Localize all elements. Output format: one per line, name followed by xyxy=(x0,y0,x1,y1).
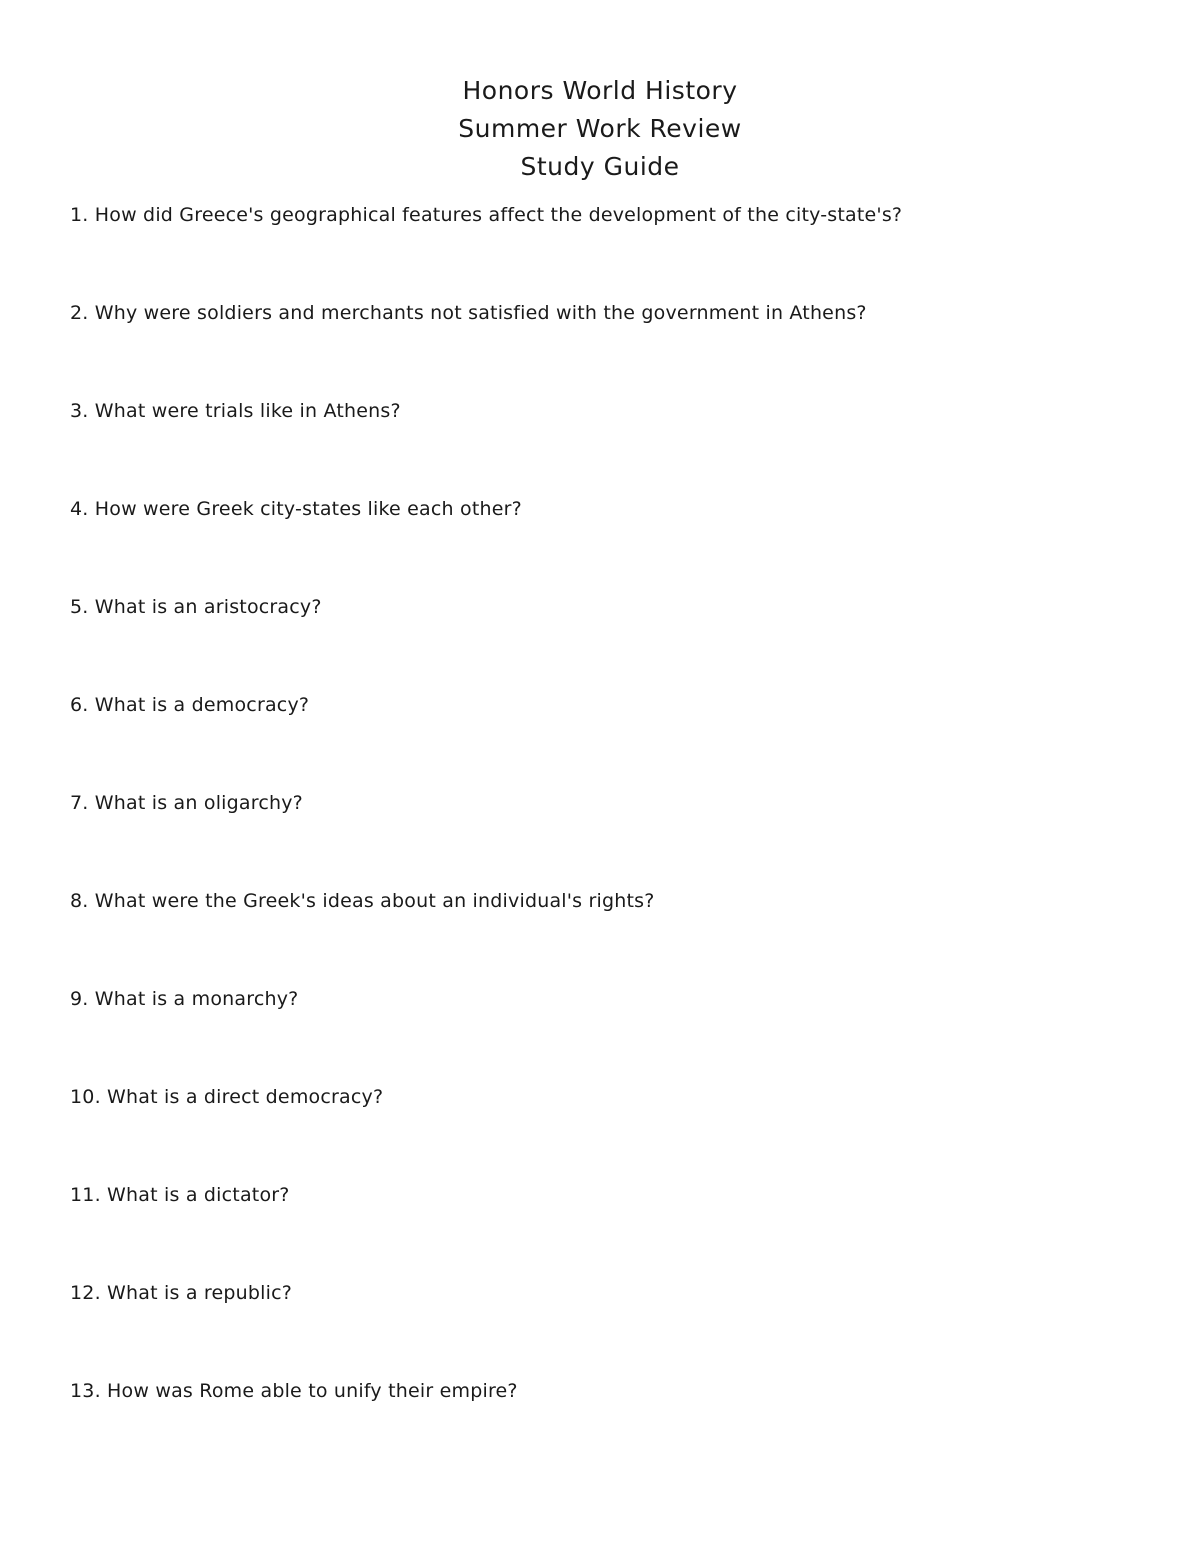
question-7: 7. What is an oligarchy? xyxy=(70,792,303,814)
question-11: 11. What is a dictator? xyxy=(70,1184,290,1206)
document-title: Honors World History xyxy=(462,76,738,105)
question-5: 5. What is an aristocracy? xyxy=(70,596,322,618)
question-2: 2. Why were soldiers and merchants not satisfied with the government in Athens? xyxy=(70,302,867,324)
question-4: 4. How were Greek city-states like each other? xyxy=(70,498,522,520)
question-list xyxy=(70,201,1150,1475)
question-6: 6. What is a democracy? xyxy=(70,694,310,716)
document-subtitle: Summer Work Review xyxy=(458,114,742,143)
question-1: 1. How did Greece's geographical features affect the development of the city-state's? xyxy=(70,204,903,226)
document-header xyxy=(0,72,1200,186)
question-3: 3. What were trials like in Athens? xyxy=(70,400,401,422)
question-9: 9. What is a monarchy? xyxy=(70,988,299,1010)
document-subheading: Study Guide xyxy=(520,152,680,181)
question-12: 12. What is a republic? xyxy=(70,1282,293,1304)
question-10: 10. What is a direct democracy? xyxy=(70,1086,384,1108)
question-13: 13. How was Rome able to unify their empire? xyxy=(70,1380,518,1402)
question-8: 8. What were the Greek's ideas about an individual's rights? xyxy=(70,890,655,912)
